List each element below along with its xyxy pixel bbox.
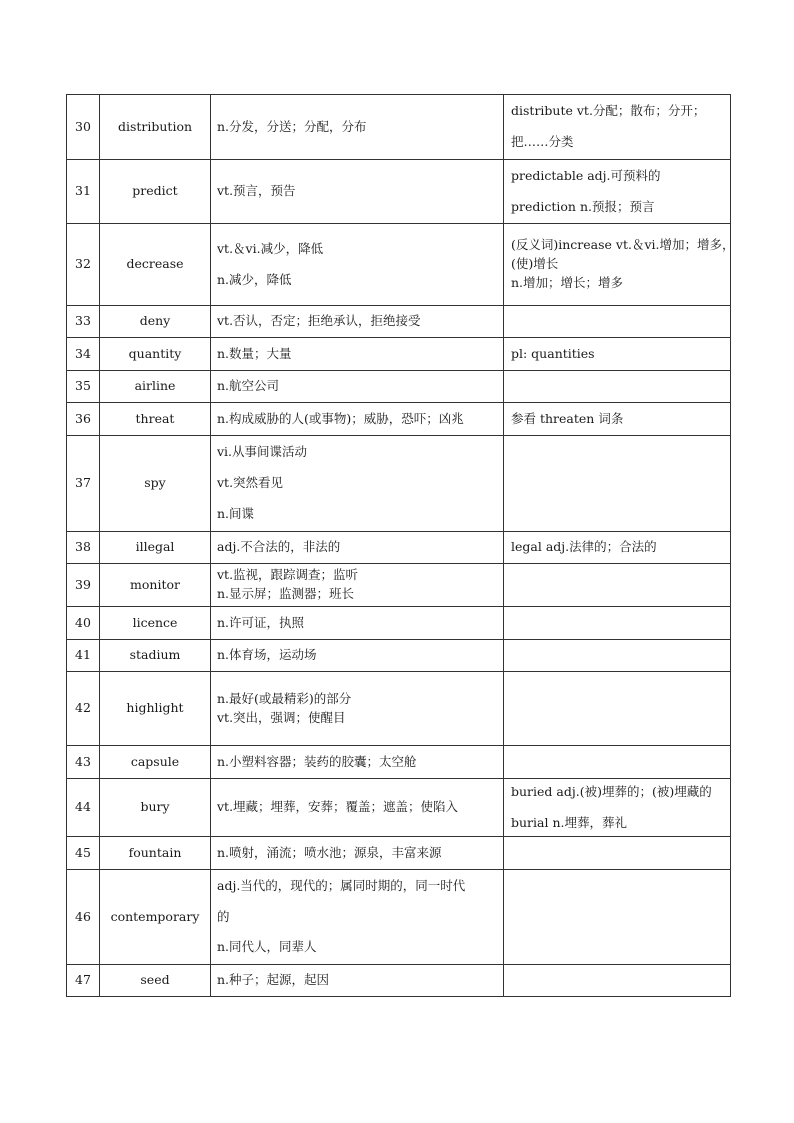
table-row [67, 532, 731, 564]
entry-note-line: n.增加；增长；增多 [511, 274, 624, 290]
entry-word: predict [100, 160, 211, 224]
entry-note-line: distribute vt.分配；散布；分开； [511, 103, 706, 119]
entry-number: 34 [67, 338, 100, 371]
entry-note [504, 607, 731, 640]
entry-number: 33 [67, 306, 100, 338]
entry-meaning-line: n.航空公司 [217, 378, 280, 394]
entry-note-line: legal adj.法律的；合法的 [511, 539, 657, 555]
entry-meaning [211, 564, 504, 607]
entry-meaning-line: vt.埋藏；埋葬，安葬；覆盖；遮盖；使陷入 [217, 799, 459, 815]
entry-note [504, 95, 731, 160]
entry-number: 38 [67, 532, 100, 564]
table-row [67, 672, 731, 746]
table-row [67, 306, 731, 338]
entry-meaning-line: n.最好(或最精彩)的部分 [217, 690, 352, 706]
entry-meaning-line: n.显示屏；监测器；班长 [217, 586, 355, 601]
entry-meaning-line: adj.不合法的，非法的 [217, 539, 341, 555]
entry-meaning-line: vt.突出，强调；使醒目 [217, 709, 346, 725]
entry-note [504, 746, 731, 779]
entry-meaning-line: vt.否认，否定；拒绝承认，拒绝接受 [217, 313, 421, 329]
table-row [67, 640, 731, 672]
table-row [67, 965, 731, 997]
entry-meaning-line: n.数量；大量 [217, 345, 292, 361]
entry-note [504, 371, 731, 403]
entry-meaning [211, 95, 504, 160]
entry-note-line: 把……分类 [511, 134, 574, 149]
entry-meaning-line: n.间谍 [217, 505, 255, 521]
entry-number: 46 [67, 870, 100, 965]
table-row [67, 607, 731, 640]
entry-word: bury [100, 779, 211, 837]
entry-meaning [211, 306, 504, 338]
entry-meaning-line: n.减少，降低 [217, 271, 292, 287]
entry-meaning [211, 870, 504, 965]
entry-meaning [211, 837, 504, 870]
entry-note [504, 436, 731, 532]
entry-word: quantity [100, 338, 211, 371]
table-row [67, 564, 731, 607]
table-row [67, 870, 731, 965]
entry-meaning [211, 338, 504, 371]
entry-note [504, 306, 731, 338]
entry-word: deny [100, 306, 211, 338]
entry-note-line: burial n.埋葬，葬礼 [511, 814, 627, 830]
entry-note [504, 779, 731, 837]
entry-note-line: predictable adj.可预料的 [511, 167, 661, 183]
entry-note [504, 160, 731, 224]
entry-note-line: buried adj.(被)埋葬的；(被)埋藏的 [511, 783, 712, 799]
entry-note [504, 672, 731, 746]
entry-meaning-line: n.构成威胁的人(或事物)；威胁，恐吓；凶兆 [217, 410, 464, 426]
entry-meaning [211, 672, 504, 746]
table-row [67, 403, 731, 436]
entry-meaning-line: vt.＆vi.减少，降低 [217, 240, 324, 256]
entry-meaning-line: vt.预言，预告 [217, 183, 296, 199]
entry-note-line: 参看 threaten 词条 [511, 410, 624, 426]
entry-meaning [211, 607, 504, 640]
entry-meaning-line: n.小塑料容器；装药的胶囊；太空舱 [217, 753, 417, 769]
entry-word: contemporary [100, 870, 211, 965]
entry-word: spy [100, 436, 211, 532]
vocabulary-sheet [66, 94, 735, 997]
entry-note-line: (使)增长 [511, 256, 559, 272]
entry-meaning-line: n.喷射，涌流；喷水池；源泉，丰富来源 [217, 844, 442, 860]
entry-number: 35 [67, 371, 100, 403]
entry-word: airline [100, 371, 211, 403]
entry-word: decrease [100, 224, 211, 306]
table-row [67, 224, 731, 306]
entry-meaning [211, 532, 504, 564]
entry-note [504, 403, 731, 436]
table-row [67, 837, 731, 870]
entry-number: 41 [67, 640, 100, 672]
table-row [67, 160, 731, 224]
entry-note [504, 338, 731, 371]
entry-word: stadium [100, 640, 211, 672]
entry-meaning [211, 779, 504, 837]
entry-meaning-line: adj.当代的，现代的；属同时期的，同一时代 [217, 877, 466, 893]
entry-number: 44 [67, 779, 100, 837]
entry-meaning [211, 436, 504, 532]
entry-number: 42 [67, 672, 100, 746]
entry-meaning [211, 403, 504, 436]
entry-word: distribution [100, 95, 211, 160]
entry-note-line: (反义词)increase vt.＆vi.增加；增多， [511, 237, 735, 253]
entry-meaning-line: n.许可证，执照 [217, 614, 305, 630]
entry-word: fountain [100, 837, 211, 870]
entry-note-line: prediction n.预报；预言 [511, 198, 655, 214]
entry-meaning [211, 160, 504, 224]
entry-number: 39 [67, 564, 100, 607]
entry-note [504, 224, 735, 306]
entry-note [504, 564, 731, 607]
entry-meaning-line: vt.监视，跟踪调查；监听 [217, 567, 359, 583]
entry-number: 30 [67, 95, 100, 160]
entry-note [504, 532, 731, 564]
entry-word: capsule [100, 746, 211, 779]
entry-meaning-line: 的 [217, 908, 230, 924]
entry-word: monitor [100, 564, 211, 607]
entry-number: 47 [67, 965, 100, 997]
entry-meaning-line: vi.从事间谍活动 [217, 444, 308, 460]
entry-number: 31 [67, 160, 100, 224]
table-row [67, 371, 731, 403]
entry-meaning [211, 371, 504, 403]
entry-note [504, 640, 731, 672]
table-row [67, 95, 731, 160]
table-row [67, 746, 731, 779]
vocabulary-table-body [67, 95, 735, 997]
entry-meaning-line: n.体育场，运动场 [217, 647, 317, 663]
entry-note-line: pl: quantities [511, 345, 595, 361]
table-row [67, 779, 731, 837]
table-row [67, 436, 731, 532]
entry-word: seed [100, 965, 211, 997]
entry-number: 36 [67, 403, 100, 436]
entry-word: illegal [100, 532, 211, 564]
entry-meaning [211, 640, 504, 672]
entry-number: 37 [67, 436, 100, 532]
entry-number: 43 [67, 746, 100, 779]
entry-meaning-line: n.同代人，同辈人 [217, 939, 317, 955]
entry-word: threat [100, 403, 211, 436]
entry-word: highlight [100, 672, 211, 746]
entry-meaning-line: n.分发，分送；分配，分布 [217, 118, 367, 134]
table-row [67, 338, 731, 371]
entry-meaning [211, 965, 504, 997]
entry-note [504, 965, 731, 997]
entry-note [504, 870, 731, 965]
entry-word: licence [100, 607, 211, 640]
entry-meaning [211, 746, 504, 779]
entry-meaning [211, 224, 504, 306]
entry-meaning-line: vt.突然看见 [217, 475, 284, 491]
entry-number: 40 [67, 607, 100, 640]
entry-meaning-line: n.种子；起源，起因 [217, 972, 330, 988]
entry-note [504, 837, 731, 870]
vocabulary-table [66, 94, 735, 997]
entry-number: 32 [67, 224, 100, 306]
entry-number: 45 [67, 837, 100, 870]
